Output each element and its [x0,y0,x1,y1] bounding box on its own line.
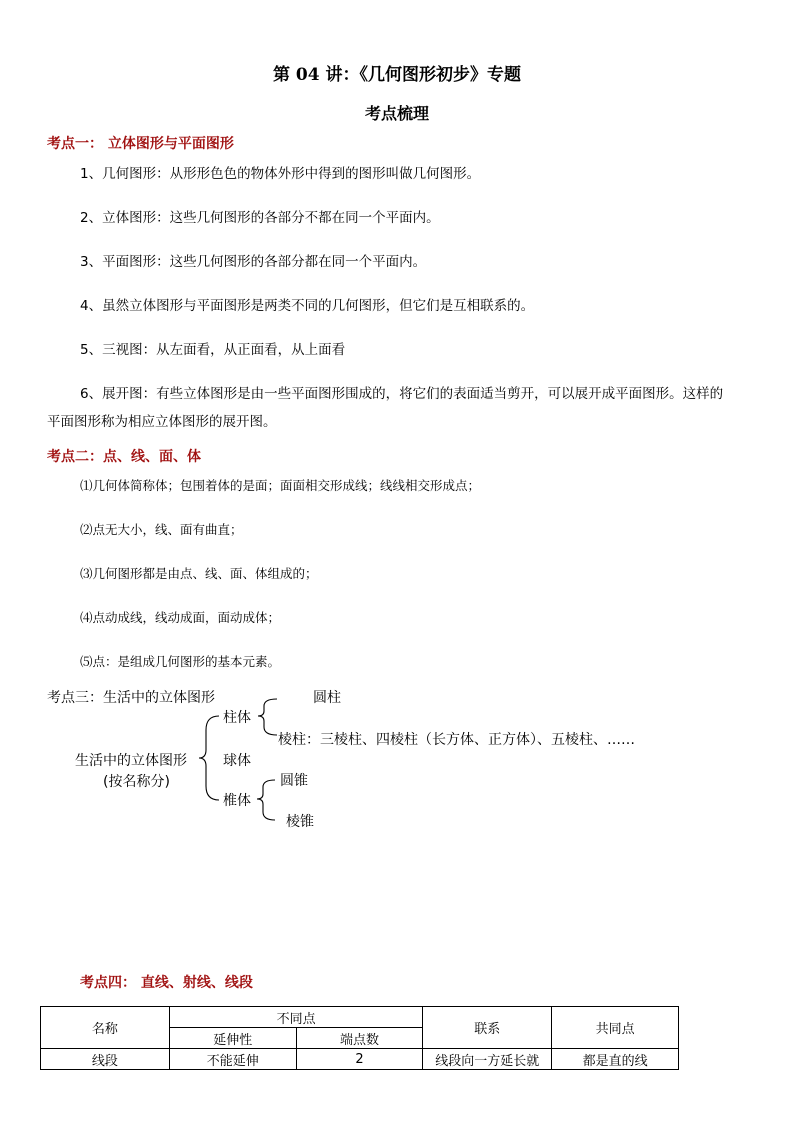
section2-item-3: ⑶几何图形都是由点、线、面、体组成的； [80,566,318,581]
section2-item-1: ⑴几何体简称体；包围着体的是面；面面相交形成线；线线相交形成点； [80,478,481,493]
table-header-row [41,1007,679,1028]
header-common: 共同点 [552,1007,679,1049]
table-row [41,1049,679,1070]
tree-zhuiti: 椎体 [223,793,251,809]
section2-item-2: ⑵点无大小，线、面有曲直； [80,522,243,537]
header-relation: 联系 [423,1007,552,1049]
section2-heading: 考点二：点、线、面、体 [47,449,201,465]
header-diff: 不同点 [169,1007,423,1028]
section1-item-1: 1、几何图形：从形形色色的物体外形中得到的图形叫做几何图形。 [80,166,481,182]
cell-endpoints: 2 [296,1049,423,1070]
section1-item-4: 4、虽然立体图形与平面图形是两类不同的几何图形，但它们是互相联系的。 [80,298,535,314]
section2-item-5: ⑸点：是组成几何图形的基本元素。 [80,654,281,669]
tree-qiuti: 球体 [223,753,251,769]
header-endpoints: 端点数 [296,1028,423,1049]
tree-root-line2: (按名称分) [103,774,170,790]
tree-lengzhui: 棱锥 [286,814,314,830]
cell-relation: 线段向一方延长就 [423,1049,552,1070]
section1-item-3: 3、平面图形：这些几何图形的各部分都在同一个平面内。 [80,254,427,270]
section1-heading: 考点一： 立体图形与平面图形 [47,136,234,152]
tree-yuanzhu: 圆柱 [313,690,341,706]
tree-root-line1: 生活中的立体图形 [75,753,187,769]
page-subtitle: 考点梳理 [364,104,429,123]
header-extend: 延伸性 [169,1028,296,1049]
tree-yuanzhui: 圆锥 [280,773,308,789]
page-title: 第 04 讲：《几何图形初步》专题 [273,65,521,85]
section1-item-6-cont: 平面图形称为相应立体图形的展开图。 [47,414,277,430]
section4-heading: 考点四： 直线、射线、线段 [80,975,253,991]
header-name: 名称 [41,1007,170,1049]
section1-item-5: 5、三视图：从左面看，从正面看，从上面看 [80,342,346,358]
section2-item-4: ⑷点动成线，线动成面，面动成体； [80,610,281,625]
section1-item-6: 6、展开图：有些立体图形是由一些平面图形围成的，将它们的表面适当剪开，可以展开成平面图形。这样的 [80,386,724,402]
cell-common: 都是直的线 [552,1049,679,1070]
zhuti-brace [258,699,277,735]
cell-name: 线段 [41,1049,170,1070]
root-brace [199,716,219,800]
section1-item-2: 2、立体图形：这些几何图形的各部分不都在同一个平面内。 [80,210,440,226]
section3-heading: 考点三：生活中的立体图形 [47,690,215,706]
tree-zhuti: 柱体 [223,710,251,726]
tree-lengzhu: 棱柱：三棱柱、四棱柱（长方体、正方体）、五棱柱、…… [278,732,635,748]
comparison-table [40,1006,679,1070]
cell-extend: 不能延伸 [169,1049,296,1070]
zhuiti-brace [257,780,275,820]
